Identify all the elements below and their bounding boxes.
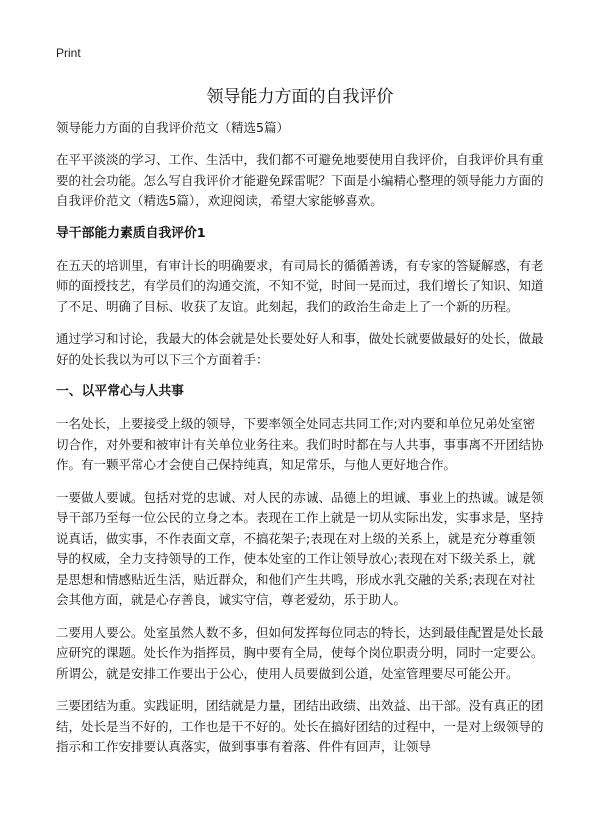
subheading-1: 一、以平常心与人共事 [56,384,184,399]
paragraph-5: 二要用人要公。处室虽然人数不多，但如何发挥每位同志的特长，达到最佳配置是处长最应研究的课题。处长作为指挥员，胸中要有全局，使每个岗位职责分明，同时一定要公。所谓公，就是安排工作要出于公心，使用人员要做到公道，处室管理要尽可能公开。 [56,624,544,681]
paragraph-4: 一要做人要诚。包括对党的忠诚、对人民的赤诚、品德上的坦诚、事业上的热诚。诚是领导干部乃至每一位公民的立身之本。表现在工作上就是一切从实际出发，实事求是，坚持说真话，做实事，不作表面文章，不搞花架子;表现在对上级的关系上，就是充分尊重领导的权威，全力支持领导的工作，使本处室的工作让领导放心;表现在对下级关系上，就是思想和情感贴近生活，贴近群众，和他们产生共鸣，形成水乳交融的关系;表现在对社会其他方面，就是心存善良，诚实守信，尊老爱幼，乐于助人。 [56,489,544,607]
intro-paragraph: 在平平淡淡的学习、工作、生活中，我们都不可避免地要使用自我评价，自我评价具有重要的社会功能。怎么写自我评价才能避免踩雷呢？下面是小编精心整理的领导能力方面的自我评价范文（精选5篇），欢迎阅读，希望大家能够喜欢。 [56,152,544,208]
paragraph-6: 三要团结为重。实践证明，团结就是力量，团结出政绩、出效益、出干部。没有真正的团结，处长是当不好的，工作也是干不好的。处长在搞好团结的过程中，一是对上级领导的指示和工作安排要认真落实，做到事事有着落、件件有回声，让领导 [56,698,544,754]
document-body [56,118,544,758]
paragraph-3: 一名处长，上要接受上级的领导，下要率领全处同志共同工作;对内要和单位兄弟处室密切合作，对外要和被审计有关单位业务往来。我们时时都在与人共事，事事离不开团结协作。有一颗平常心才会使自己保持纯真，知足常乐，与他人更好地合作。 [56,416,544,472]
section-heading-1: 导干部能力素质自我评价1 [56,225,206,241]
print-link[interactable]: Print [56,46,81,60]
paragraph-2: 通过学习和讨论，我最大的体会就是处长要处好人和事，做处长就要做最好的处长，做最好的处长我以为可以下三个方面着手： [56,331,544,367]
document-subtitle: 领导能力方面的自我评价范文（精选5篇） [56,120,289,135]
paragraph-1: 在五天的培训里，有审计长的明确要求，有司局长的循循善诱，有专家的答疑解惑，有老师的面授技艺，有学员们的沟通交流，不知不觉，时间一晃而过，我们增长了知识、知道了不足、明确了目标、收获了友谊。此刻起，我们的政治生命走上了一个新的历程。 [56,257,544,314]
page-title: 领导能力方面的自我评价 [206,87,394,107]
